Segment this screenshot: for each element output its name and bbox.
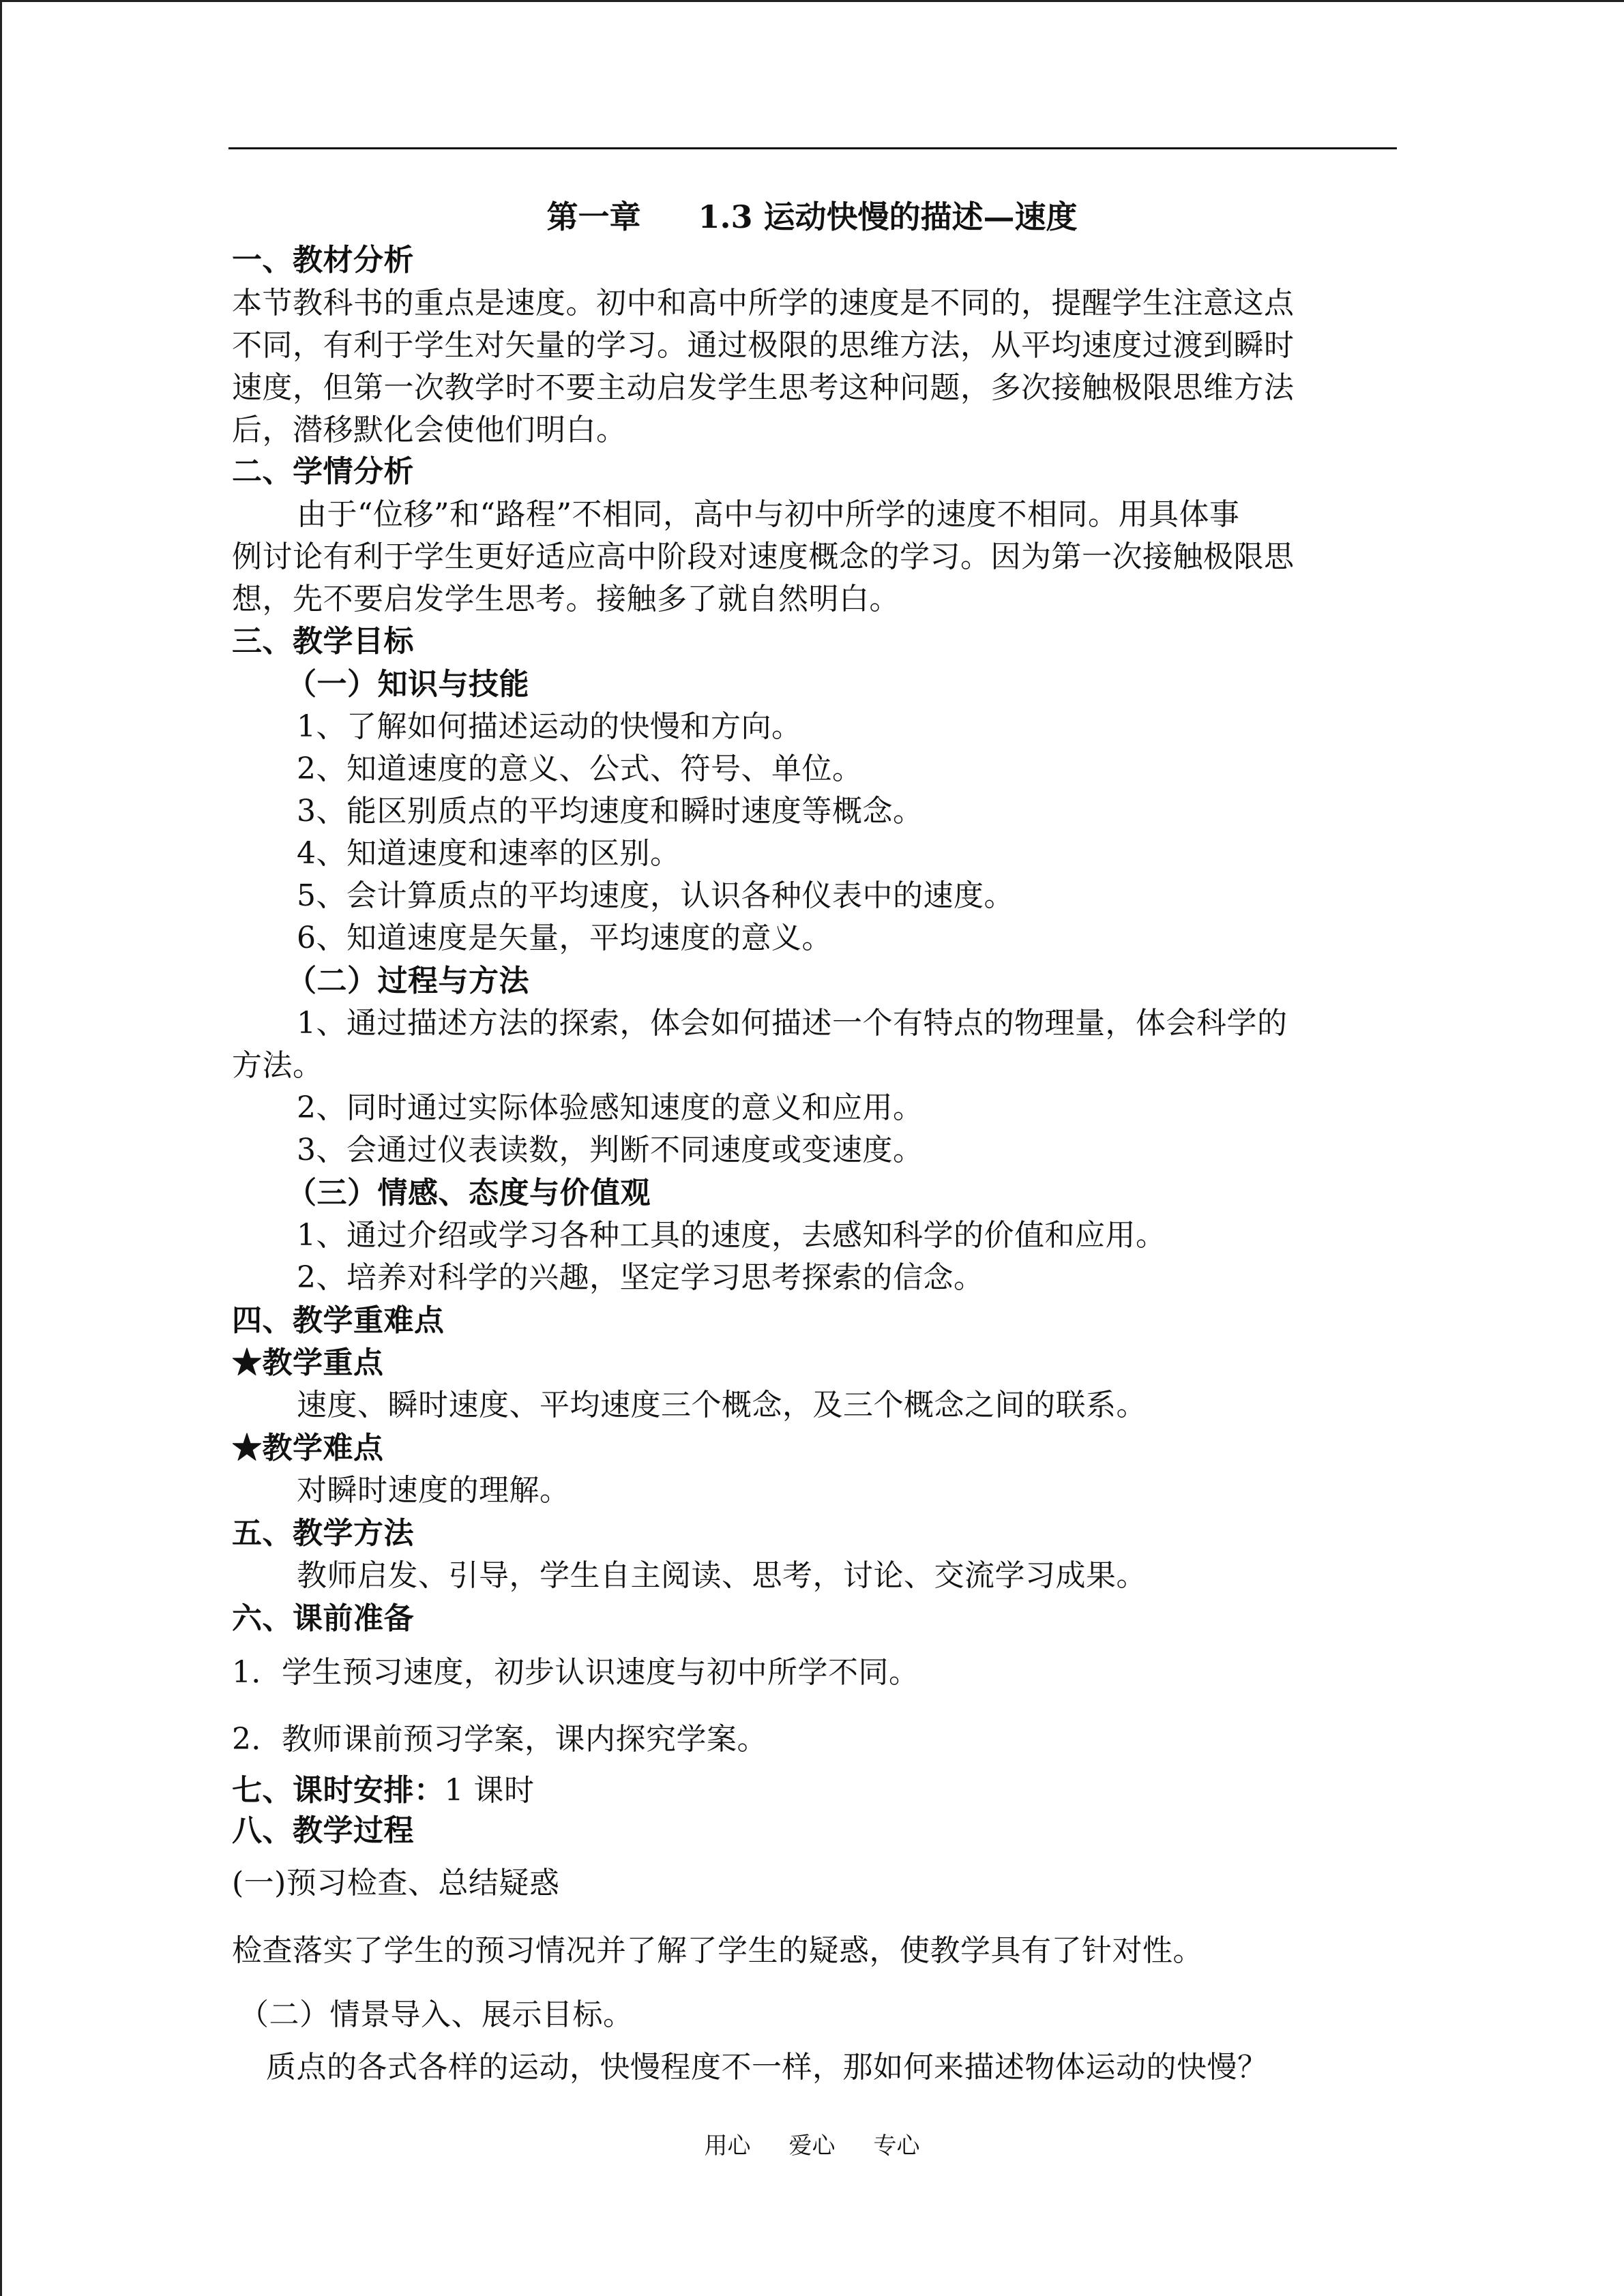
paragraph-line: 由于“位移”和“路程”不相同，高中与初中所学的速度不相同。用具体事 — [297, 497, 1240, 532]
process-text-1: 检查落实了学生的预习情况并了解了学生的疑惑，使教学具有了针对性。 — [232, 1933, 1203, 1968]
footer-word-2: 爱心 — [788, 2132, 836, 2160]
subheading-values: （三）情感、态度与价值观 — [286, 1176, 651, 1210]
list-item: 2、同时通过实际体验感知速度的意义和应用。 — [297, 1090, 924, 1125]
list-item: 4、知道速度和速率的区别。 — [297, 836, 681, 871]
process-text-2: 质点的各式各样的运动，快慢程度不一样，那如何来描述物体运动的快慢？ — [266, 2050, 1268, 2085]
list-item: 3、能区别质点的平均速度和瞬时速度等概念。 — [297, 794, 924, 829]
difficult-point-label: ★教学难点 — [232, 1431, 384, 1465]
footer-word-3: 专心 — [873, 2132, 920, 2160]
list-item: 2、知道速度的意义、公式、符号、单位。 — [297, 751, 863, 786]
list-item: 1、通过介绍或学习各种工具的速度，去感知科学的价值和应用。 — [297, 1218, 1166, 1253]
list-item: 5、会计算质点的平均速度，认识各种仪表中的速度。 — [297, 878, 1014, 913]
page-footer — [0, 2130, 1624, 2162]
subheading-process: （二）过程与方法 — [286, 964, 529, 998]
paragraph-line: 例讨论有利于学生更好适应高中阶段对速度概念的学习。因为第一次接触极限思 — [232, 539, 1295, 574]
section-heading-6-text: 六、课前准备 — [232, 1601, 414, 1636]
section-heading-1: 一、教材分析 — [232, 243, 414, 278]
title-section: 1.3 运动快慢的描述—速度 — [698, 198, 1078, 235]
paragraph-line: 不同，有利于学生对矢量的学习。通过极限的思维方法，从平均速度过渡到瞬时 — [232, 328, 1295, 363]
list-item: 2、培养对科学的兴趣，坚定学习思考探索的信念。 — [297, 1260, 984, 1295]
page-title — [0, 195, 1624, 239]
list-item: 3、会通过仪表读数，判断不同速度或变速度。 — [297, 1133, 924, 1167]
section-heading-2: 二、学情分析 — [232, 454, 414, 489]
list-item: 1、通过描述方法的探索，体会如何描述一个有特点的物理量，体会科学的 — [297, 1006, 1288, 1041]
section-heading-7-label: 七、课时安排： — [232, 1773, 445, 1808]
section-heading-3: 三、教学目标 — [232, 624, 414, 659]
list-item: 1．学生预习速度，初步认识速度与初中所学不同。 — [232, 1655, 919, 1690]
section-heading-5: 五、教学方法 — [232, 1516, 414, 1551]
page-frame-top — [0, 0, 1624, 2]
key-point-label: ★教学重点 — [232, 1345, 384, 1380]
section-heading-7 — [232, 1770, 534, 1811]
list-item: 6、知道速度是矢量，平均速度的意义。 — [297, 921, 832, 955]
subheading-knowledge: （一）知识与技能 — [286, 667, 529, 702]
footer-word-1: 用心 — [704, 2132, 751, 2160]
paragraph-line: 速度，但第一次教学时不要主动启发学生思考这种问题，多次接触极限思维方法 — [232, 370, 1295, 405]
process-subheading-1: (一)预习检查、总结疑惑 — [232, 1866, 560, 1900]
process-subheading-2: （二）情景导入、展示目标。 — [239, 1997, 634, 2032]
list-item-continuation: 方法。 — [232, 1048, 323, 1083]
page-frame-left — [0, 0, 2, 2296]
class-hours-value: 1 课时 — [444, 1773, 535, 1808]
paragraph-line: 想，先不要启发学生思考。接触多了就自然明白。 — [232, 582, 900, 616]
title-chapter: 第一章 — [546, 198, 641, 235]
section-heading-4: 四、教学重难点 — [232, 1303, 445, 1338]
section-heading-8: 八、教学过程 — [232, 1813, 414, 1848]
header-rule — [228, 147, 1397, 149]
list-item: 1、了解如何描述运动的快慢和方向。 — [297, 709, 802, 744]
difficult-point-text: 对瞬时速度的理解。 — [297, 1473, 570, 1508]
teaching-method-text: 教师启发、引导，学生自主阅读、思考，讨论、交流学习成果。 — [297, 1558, 1147, 1593]
paragraph-line: 后，潜移默化会使他们明白。 — [232, 413, 627, 447]
section-heading-6 — [232, 1598, 414, 1639]
list-item: 2．教师课前预习学案，课内探究学案。 — [232, 1722, 767, 1757]
paragraph-line: 本节教科书的重点是速度。初中和高中所学的速度是不同的，提醒学生注意这点 — [232, 286, 1295, 320]
key-point-text: 速度、瞬时速度、平均速度三个概念，及三个概念之间的联系。 — [297, 1388, 1147, 1422]
